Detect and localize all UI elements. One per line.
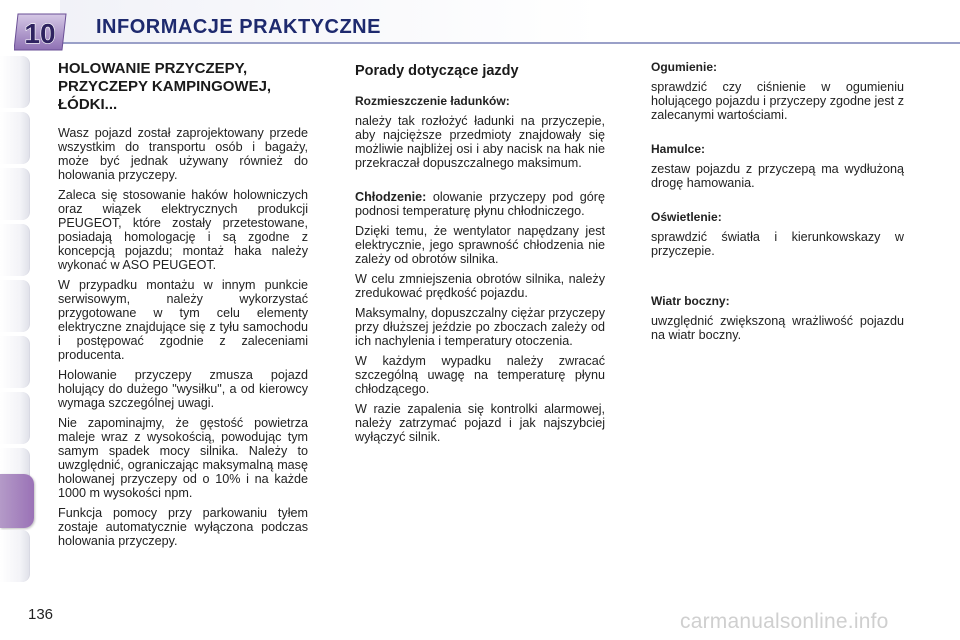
chapter-tab[interactable] xyxy=(0,280,30,332)
page-number: 136 xyxy=(28,606,54,623)
paragraph: W celu zmniejszenia obrotów silnika, należy zredukować prędkość pojazdu. xyxy=(355,272,605,300)
column-driving-tips xyxy=(355,60,605,450)
paragraph: Funkcja pomocy przy parkowaniu tyłem zostaje automatycznie wyłączona podczas holowania przyczepy. xyxy=(58,506,308,548)
paragraph: W każdym wypadku należy zwracać szczególną uwagę na temperaturę płynu chłodzącego. xyxy=(355,354,605,396)
chapter-tab-active[interactable] xyxy=(0,474,34,528)
paragraph: Maksymalny, dopuszczalny ciężar przyczepy przy dłuższej jeździe po zboczach zależy od ich nachylenia i temperatury otoczenia. xyxy=(355,306,605,348)
column-checks xyxy=(651,60,904,348)
chapter-number: 10 xyxy=(24,18,56,49)
spacer xyxy=(651,264,904,294)
cooling-heading: Chłodzenie: xyxy=(355,190,427,204)
chapter-tab[interactable] xyxy=(0,224,30,276)
wind-text: uwzględnić zwiększoną wrażliwość pojazdu na wiatr boczny. xyxy=(651,314,904,342)
tyres-text: sprawdzić czy ciśnienie w ogumieniu holującego pojazdu i przyczepy zgodne jest z zalecanymi wartościami. xyxy=(651,80,904,122)
cooling-paragraph xyxy=(355,190,605,218)
column-towing xyxy=(58,60,308,554)
chapter-tab[interactable] xyxy=(0,56,30,108)
brakes-heading: Hamulce: xyxy=(651,142,706,156)
paragraph: Nie zapominajmy, że gęstość powietrza maleje wraz z wysokością, powodując tym samym spadek mocy silnika. Należy to uwzględnić, ograniczając maksymalną masę holowanej przyczepy od o 10% i na każde 1000 m wysokości npm. xyxy=(58,416,308,500)
chapter-tab[interactable] xyxy=(0,112,30,164)
load-text: należy tak rozłożyć ładunki na przyczepie, aby najcięższe przedmioty znajdowały się możliwie najbliżej osi i aby nacisk na hak nie przekraczał dopuszczalnego maksimum. xyxy=(355,114,605,170)
watermark: carmanualsonline.info xyxy=(680,610,889,633)
spacer xyxy=(651,128,904,142)
page-header xyxy=(0,0,960,49)
lights-text: sprawdzić światła i kierunkowskazy w przyczepie. xyxy=(651,230,904,258)
lights-heading: Oświetlenie: xyxy=(651,210,722,224)
cooling-text: olowanie przyczepy pod górę podnosi temperaturę płynu chłodniczego. xyxy=(355,190,605,218)
paragraph: W razie zapalenia się kontrolki alarmowej, należy zatrzymać pojazd i jak najszybciej wyłączyć silnik. xyxy=(355,402,605,444)
spacer xyxy=(355,176,605,190)
spacer xyxy=(651,196,904,210)
tyres-heading: Ogumienie: xyxy=(651,60,718,74)
section-title-driving-tips: Porady dotyczące jazdy xyxy=(355,63,519,79)
paragraph: Wasz pojazd został zaprojektowany przede wszystkim do transportu osób i bagaży, może być jednak używany również do holowania przyczepy. xyxy=(58,126,308,182)
paragraph: Holowanie przyczepy zmusza pojazd holujący do dużego "wysiłku", a od kierowcy wymaga szczególnej uwagi. xyxy=(58,368,308,410)
chapter-tab[interactable] xyxy=(0,392,30,444)
header-rule xyxy=(20,42,960,44)
chapter-tab[interactable] xyxy=(0,530,30,582)
chapter-tab[interactable] xyxy=(0,336,30,388)
wind-heading: Wiatr boczny: xyxy=(651,294,730,308)
chapter-badge xyxy=(14,8,70,56)
paragraph: Zaleca się stosowanie haków holowniczych oraz wiązek elektrycznych produkcji PEUGEOT, które zostały przetestowane, posiadają homologację i są zgodne z koncepcją pojazdu; montaż haka należy wykonać w ASO PEUGEOT. xyxy=(58,188,308,272)
chapter-tab[interactable] xyxy=(0,168,30,220)
load-heading: Rozmieszczenie ładunków: xyxy=(355,94,510,108)
paragraph: Dzięki temu, że wentylator napędzany jest elektrycznie, jego sprawność chłodzenia nie zależy od obrotów silnika. xyxy=(355,224,605,266)
section-title-towing: HOLOWANIE PRZYCZEPY, PRZYCZEPY KAMPINGOWEJ, ŁÓDKI... xyxy=(58,60,272,113)
paragraph: W przypadku montażu w innym punkcie serwisowym, należy wykorzystać przygotowane w tym celu elementy elektryczne znajdujące się z tyłu samochodu i postępować zgodnie z zaleceniami producenta. xyxy=(58,278,308,362)
brakes-text: zestaw pojazdu z przyczepą ma wydłużoną drogę hamowania. xyxy=(651,162,904,190)
page-title: INFORMACJE PRAKTYCZNE xyxy=(96,16,381,38)
